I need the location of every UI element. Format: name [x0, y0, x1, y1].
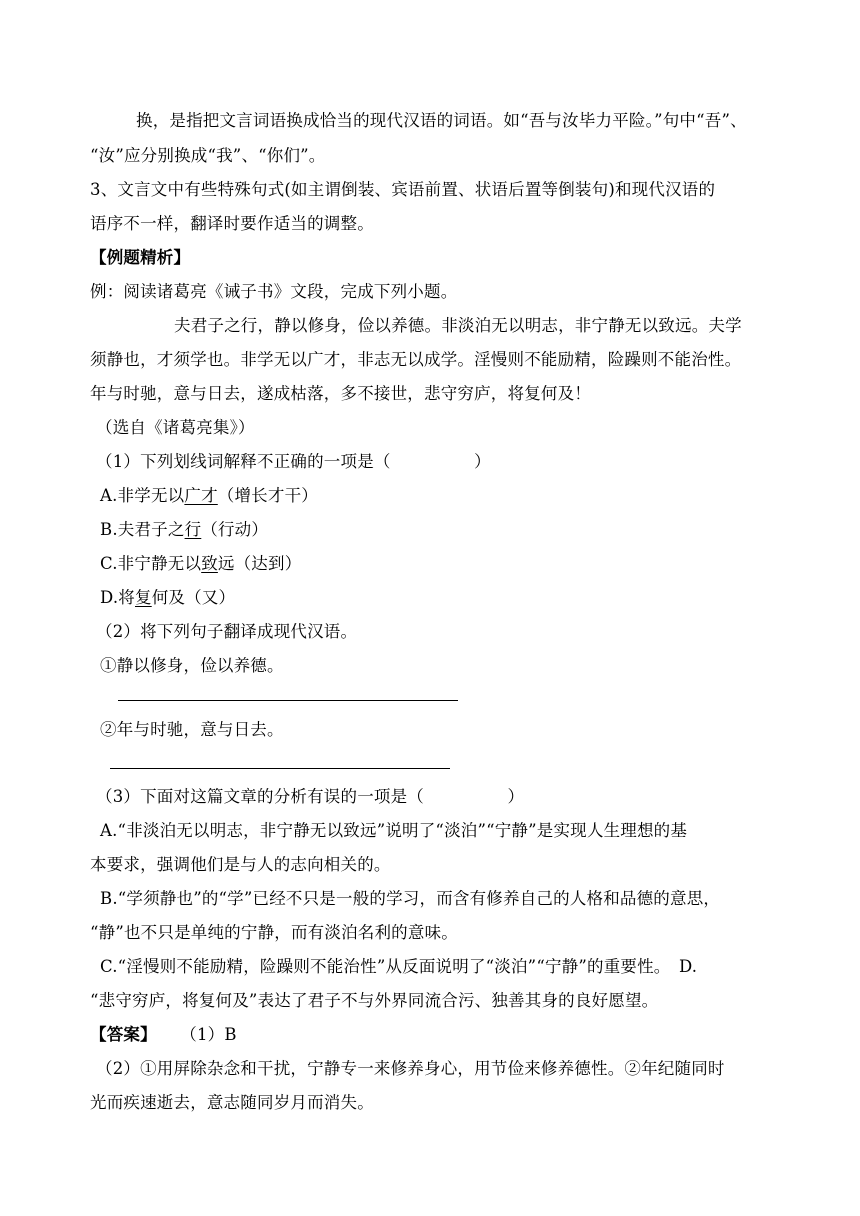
answer-label: 【答案】 [90, 1025, 157, 1044]
option-text: 远（达到） [217, 554, 302, 573]
option-a [100, 485, 318, 507]
body-line: 语序不一样，翻译时要作适当的调整。 [90, 214, 374, 233]
option-text: 何及（又） [151, 588, 236, 607]
passage-line: 夫君子之行，静以修身，俭以养德。非淡泊无以明志，非宁静无以致远。夫学 [174, 316, 742, 335]
underlined-word: 行 [184, 520, 202, 539]
option-c [100, 553, 301, 575]
answer-2-cont: 光而疾速逝去，意志随同岁月而消失。 [90, 1093, 374, 1112]
example-intro: 例：阅读诸葛亮《诫子书》文段，完成下列小题。 [90, 282, 458, 301]
option-text: D.将 [100, 588, 135, 607]
option-text: A.非学无以 [100, 486, 185, 505]
section-heading: 【例题精析】 [90, 248, 191, 267]
q3-option-a: A.“非淡泊无以明志，非宁静无以致远”说明了“淡泊”“宁静”是实现人生理想的基 [100, 821, 688, 840]
question-1: （1）下列划线词解释不正确的一项是（ ） [96, 452, 491, 471]
option-text: （行动） [201, 520, 269, 539]
answer-blank-line [110, 768, 450, 769]
q3-option-b-cont: “静”也不只是单纯的宁静，而有淡泊名利的意味。 [90, 923, 458, 942]
question-2-item-1: ①静以修身，俭以养德。 [100, 656, 284, 675]
body-line: 换，是指把文言词语换成恰当的现代汉语的词语。如“吾与汝毕力平险。”句中“吾”、 [136, 111, 747, 130]
q3-option-d: “悲守穷庐，将复何及”表达了君子不与外界同流合污、独善其身的良好愿望。 [90, 991, 659, 1010]
answer-2: （2）①用屏除杂念和干扰，宁静专一来修养身心，用节俭来修养德性。②年纪随同时 [96, 1059, 725, 1078]
answer-line [90, 1024, 237, 1046]
underlined-word: 广才 [184, 486, 218, 505]
answer-blank-line [118, 700, 458, 701]
passage-line: 年与时驰，意与日去，遂成枯落，多不接世，悲守穷庐，将复何及！ [90, 384, 591, 403]
q3-option-c: C.“淫慢则不能励精，险躁则不能治性”从反面说明了“淡泊”“宁静”的重要性。 D. [100, 957, 698, 976]
question-2-item-2: ②年与时驰，意与日去。 [100, 720, 284, 739]
question-3: （3）下面对这篇文章的分析有误的一项是（ ） [96, 787, 525, 806]
body-line: 3、文言文中有些特殊句式(如主谓倒装、宾语前置、状语后置等倒装句)和现代汉语的 [90, 180, 716, 199]
underlined-word: 复 [135, 588, 152, 607]
option-text: B.夫君子之 [100, 520, 185, 539]
q3-option-a-cont: 本要求，强调他们是与人的志向相关的。 [90, 855, 391, 874]
option-text: （增长才干） [217, 486, 318, 505]
answer-1: （1）B [180, 1025, 237, 1044]
body-line: “汝”应分别换成“我”、“你们”。 [90, 146, 326, 165]
option-d [100, 587, 235, 609]
option-text: C.非宁静无以 [100, 554, 202, 573]
underlined-word: 致 [201, 554, 218, 573]
passage-line: 须静也，才须学也。非学无以广才，非志无以成学。淫慢则不能励精，险躁则不能治性。 [90, 350, 742, 369]
question-2: （2）将下列句子翻译成现代汉语。 [96, 622, 358, 641]
option-b [100, 519, 268, 541]
q3-option-b: B.“学须静也”的“学”已经不只是一般的学习，而含有修养自己的人格和品德的意思， [100, 889, 721, 908]
passage-source: （选自《诸葛亮集》） [96, 418, 255, 437]
